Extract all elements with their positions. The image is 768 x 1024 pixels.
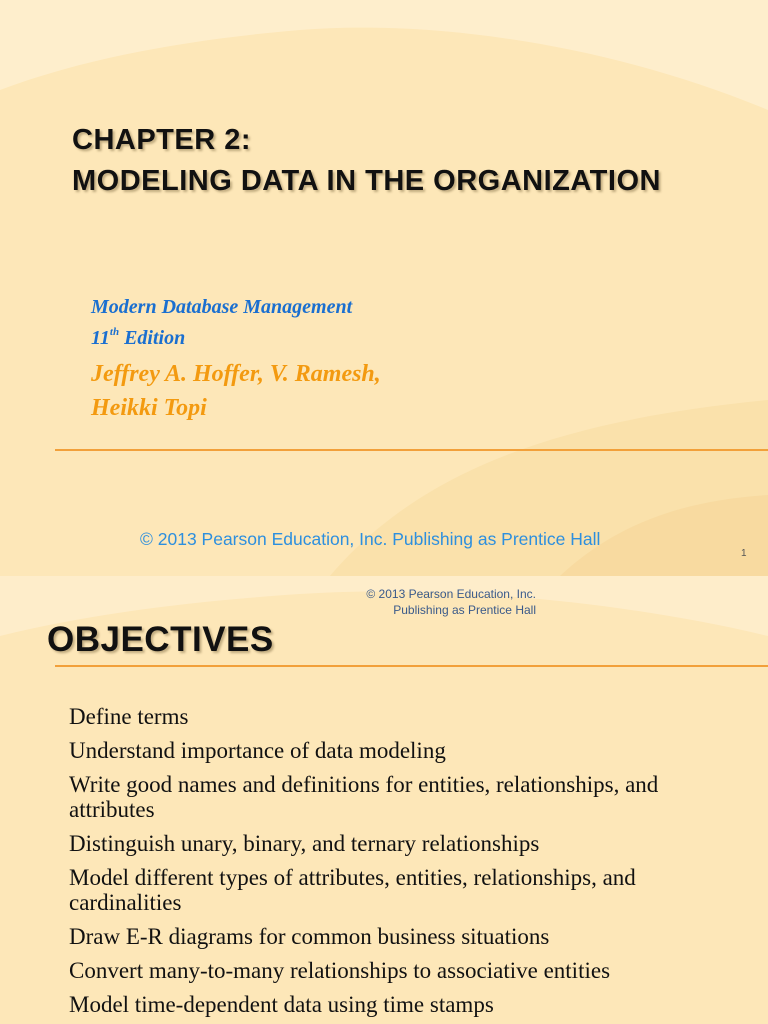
bullet-text: Model different types of attributes, entities, relationships, and cardinalities [69, 865, 636, 915]
list-item [0, 772, 768, 822]
edition [91, 327, 185, 350]
objectives-slide [0, 576, 768, 1024]
list-item [0, 738, 768, 763]
copyright-notice [300, 586, 536, 618]
chapter-subtitle: MODELING DATA IN THE ORGANIZATION [72, 165, 661, 197]
copyright-line-1: © 2013 Pearson Education, Inc. [366, 587, 536, 601]
authors-line-1: Jeffrey A. Hoffer, V. Ramesh, [91, 361, 381, 387]
objectives-list [0, 704, 768, 1024]
bullet-text: Write good names and definitions for entities, relationships, and attributes [69, 772, 659, 822]
list-item [0, 831, 768, 856]
copyright-line-2: Publishing as Prentice Hall [393, 603, 536, 617]
list-item [0, 992, 768, 1017]
bullet-text: Convert many-to-many relationships to associative entities [69, 958, 611, 983]
list-item [0, 958, 768, 983]
chapter-title: CHAPTER 2: [72, 124, 252, 156]
accent-divider [55, 449, 768, 451]
edition-number: 11 [91, 327, 110, 349]
authors-line-2: Heikki Topi [91, 395, 207, 421]
list-item [0, 865, 768, 915]
bullet-text: Distinguish unary, binary, and ternary relationships [69, 831, 540, 856]
page-number: 1 [741, 548, 747, 559]
accent-divider [55, 665, 768, 667]
book-title: Modern Database Management [91, 296, 353, 318]
bullet-text: Model time-dependent data using time stamps [69, 992, 494, 1017]
bullet-text: Understand importance of data modeling [69, 738, 446, 763]
edition-word: Edition [119, 327, 186, 349]
list-item [0, 704, 768, 729]
objectives-title: OBJECTIVES [47, 620, 274, 659]
bullet-text: Draw E-R diagrams for common business situations [69, 924, 550, 949]
bullet-text: Define terms [69, 704, 189, 729]
edition-superscript: th [109, 326, 120, 338]
slide-footer: © 2013 Pearson Education, Inc. Publishing as Prentice Hall [140, 529, 601, 549]
list-item [0, 924, 768, 949]
